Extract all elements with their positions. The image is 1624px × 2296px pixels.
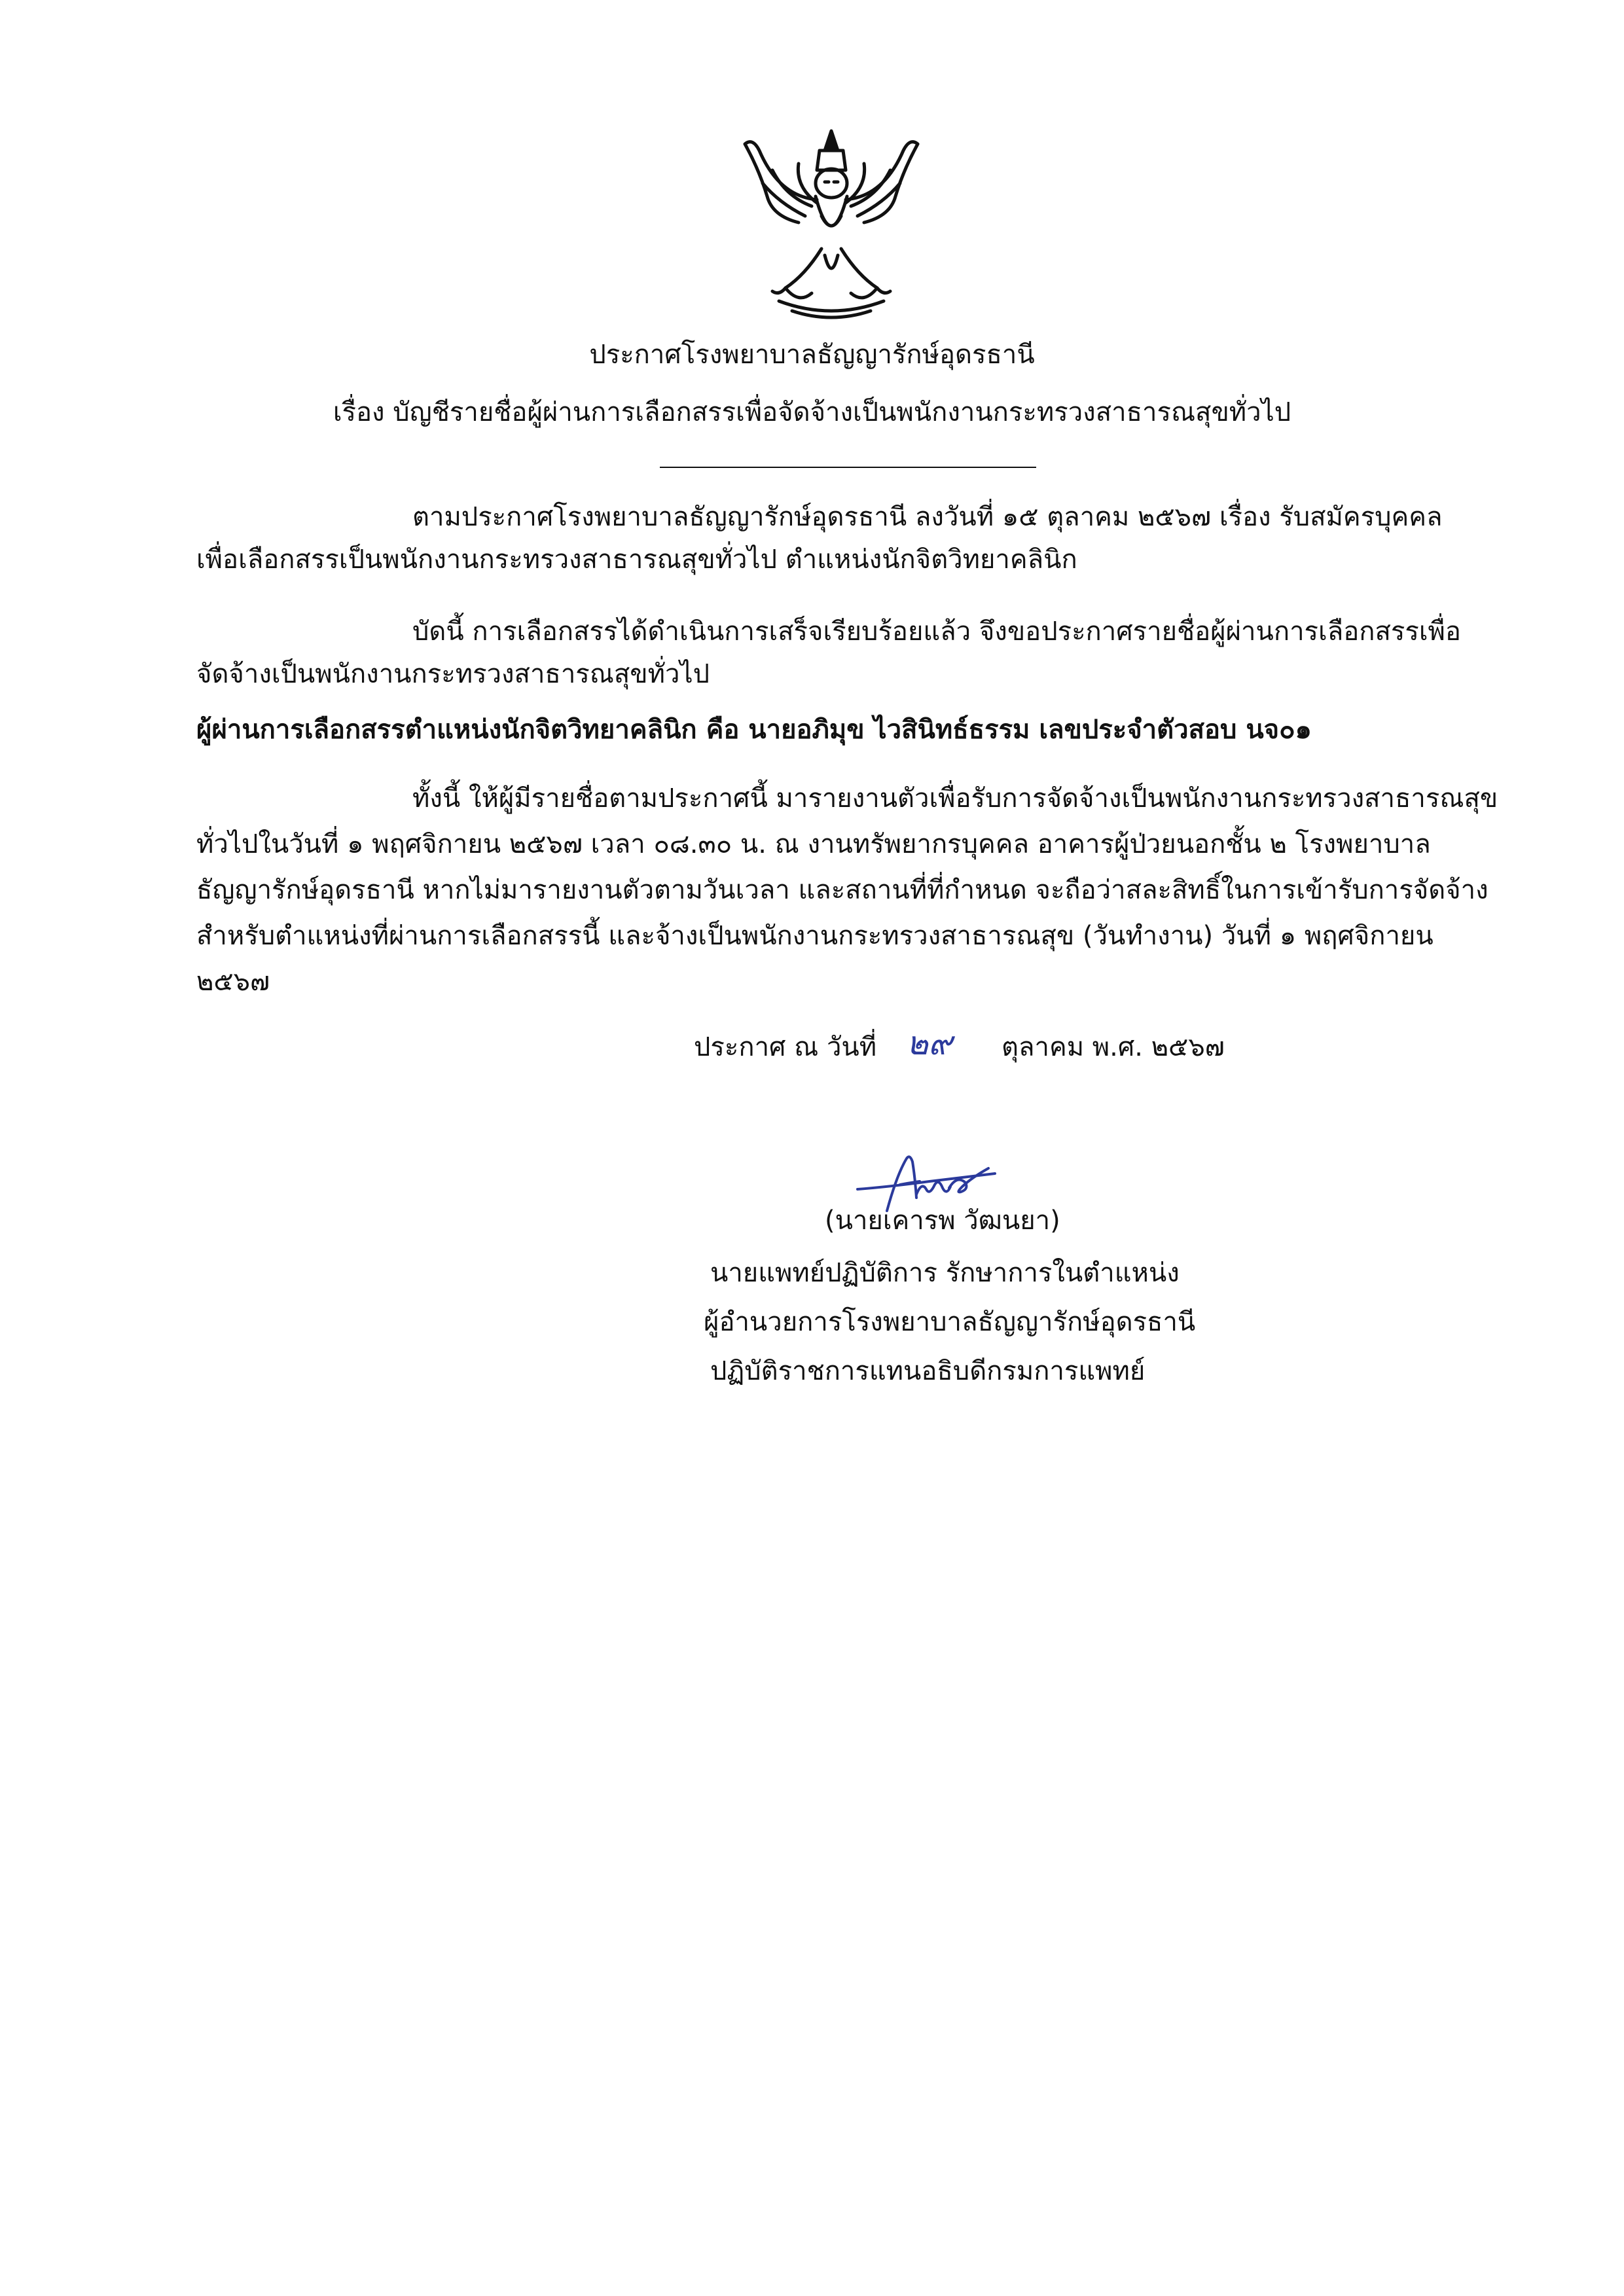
paragraph-2-line-2: จัดจ้างเป็นพนักงานกระทรวงสาธารณสุขทั่วไป (196, 659, 710, 689)
signatory-name: (นายเคารพ วัฒนยา) (825, 1206, 1060, 1236)
document-subject: เรื่อง บัญชีรายชื่อผู้ผ่านการเลือกสรรเพื่อจัดจ้างเป็นพนักงานกระทรวงสาธารณสุขทั่วไป (333, 397, 1291, 427)
garuda-emblem-icon (733, 124, 929, 327)
announce-day-handwritten: ๒๙ (907, 1024, 952, 1062)
document-title: ประกาศโรงพยาบาลธัญญารักษ์อุดรธานี (589, 340, 1035, 370)
signatory-position-1: นายแพทย์ปฏิบัติการ รักษาการในตำแหน่ง (710, 1258, 1180, 1288)
paragraph-3-line-1: ทั้งนี้ ให้ผู้มีรายชื่อตามประกาศนี้ มารายงานตัวเพื่อรับการจัดจ้างเป็นพนักงานกระทรวงสาธารณสุข (412, 783, 1498, 814)
selected-candidate: ผู้ผ่านการเลือกสรรตำแหน่งนักจิตวิทยาคลินิก คือ นายอภิมุข ไวสินิทธ์ธรรม เลขประจำตัวสอบ นจ๐๑ (196, 715, 1312, 745)
paragraph-3-line-5: ๒๕๖๗ (196, 967, 270, 997)
paragraph-1-line-2: เพื่อเลือกสรรเป็นพนักงานกระทรวงสาธารณสุขทั่วไป ตำแหน่งนักจิตวิทยาคลินิก (196, 545, 1077, 575)
signatory-position-2: ผู้อำนวยการโรงพยาบาลธัญญารักษ์อุดรธานี (704, 1307, 1196, 1337)
announce-date-suffix: ตุลาคม พ.ศ. ๒๕๖๗ (1001, 1032, 1225, 1062)
paragraph-3-line-4: สำหรับตำแหน่งที่ผ่านการเลือกสรรนี้ และจ้างเป็นพนักงานกระทรวงสาธารณสุข (วันทำงาน) วันที่ ๑ พฤศจิกายน (196, 921, 1434, 951)
announce-date-prefix: ประกาศ ณ วันที่ (694, 1032, 877, 1062)
signatory-position-3: ปฏิบัติราชการแทนอธิบดีกรมการแพทย์ (710, 1356, 1146, 1386)
paragraph-2-line-1: บัดนี้ การเลือกสรรได้ดำเนินการเสร็จเรียบร้อยแล้ว จึงขอประกาศรายชื่อผู้ผ่านการเลือกสรรเพื่อ (412, 617, 1461, 647)
paragraph-3-line-3: ธัญญารักษ์อุดรธานี หากไม่มารายงานตัวตามวันเวลา และสถานที่ที่กำหนด จะถือว่าสละสิทธิ์ในการเข้ารับการจัดจ้าง (196, 875, 1489, 905)
paragraph-1-line-1: ตามประกาศโรงพยาบาลธัญญารักษ์อุดรธานี ลงวันที่ ๑๕ ตุลาคม ๒๕๖๗ เรื่อง รับสมัครบุคคล (412, 502, 1443, 532)
title-divider (660, 467, 1036, 468)
paragraph-3-line-2: ทั่วไปในวันที่ ๑ พฤศจิกายน ๒๕๖๗ เวลา ๐๘.๓๐ น. ณ งานทรัพยากรบุคคล อาคารผู้ป่วยนอกชั้น ๒ โรงพยาบาล (196, 829, 1431, 859)
